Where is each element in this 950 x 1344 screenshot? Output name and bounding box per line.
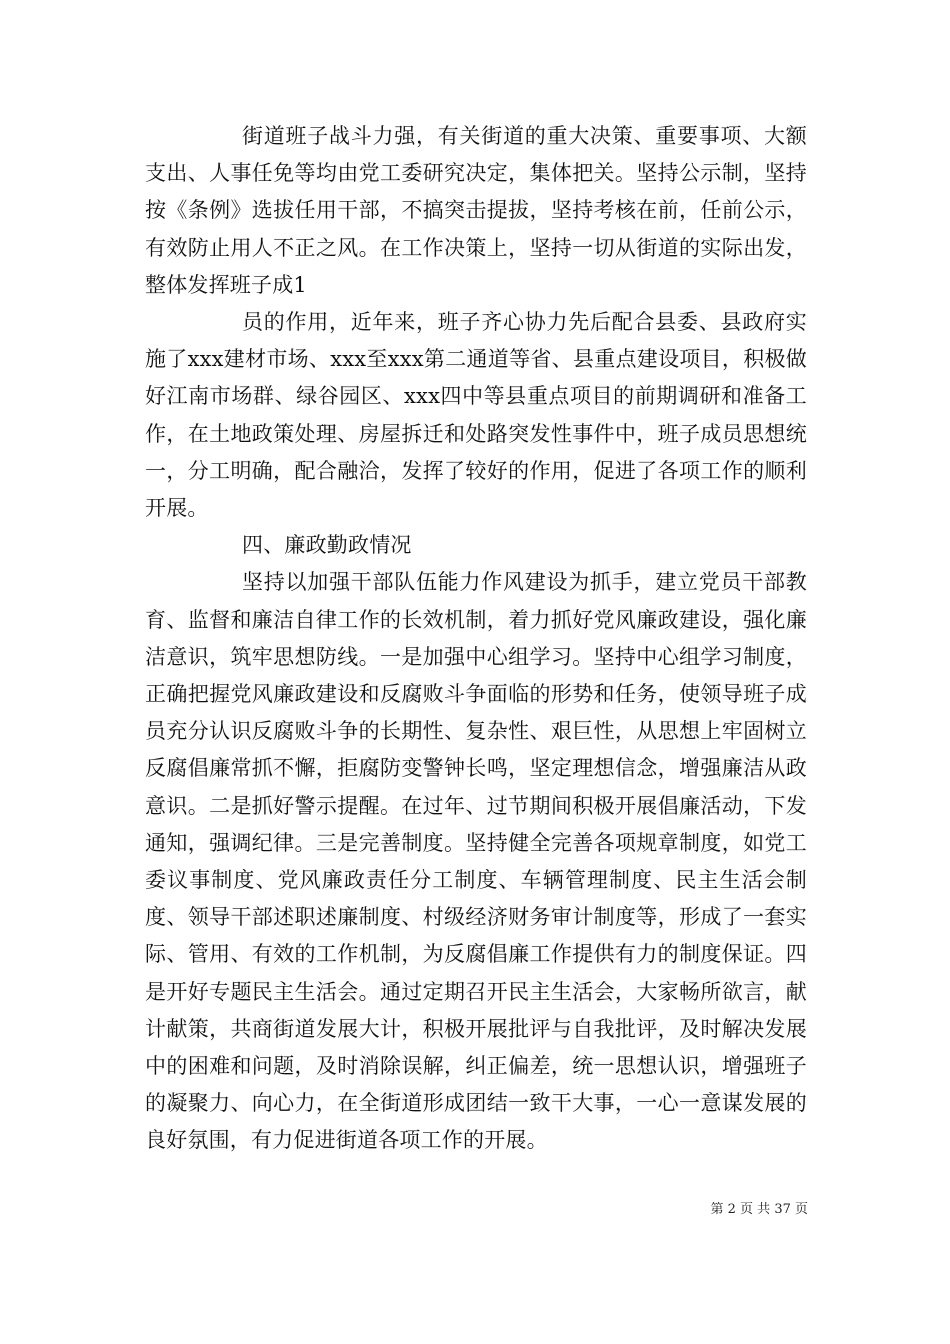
paragraph-integrity-measures: 坚持以加强干部队伍能力作风建设为抓手，建立党员干部教育、监督和廉洁自律工作的长效机制，着力抓好党风廉政建设，强化廉洁意识，筑牢思想防线。一是加强中心组学习。坚持中心组学习制度，正确把握党风廉政建设和反腐败斗争面临的形势和任务，使领导班子成员充分认识反腐败斗争的长期性、复杂性、艰巨性，从思想上牢固树立反腐倡廉常抓不懈，拒腐防变警钟长鸣，坚定理想信念，增强廉洁从政意识。二是抓好警示提醒。在过年、过节期间积极开展倡廉活动，下发通知，强调纪律。三是完善制度。坚持健全完善各项规章制度，如党工委议事制度、党风廉政责任分工制度、车辆管理制度、民主生活会制度、领导干部述职述廉制度、村级经济财务审计制度等，形成了一套实际、管用、有效的工作机制，为反腐倡廉工作提供有力的制度保证。四是开好专题民主生活会。通过定期召开民主生活会，大家畅所欲言，献计献策，共商街道发展大计，积极开展批评与自我批评，及时解决发展中的困难和问题，及时消除误解，纠正偏差，统一思想认识，增强班子的凝聚力、向心力，在全街道形成团结一致干大事，一心一意谋发展的良好氛围，有力促进街道各项工作的开展。	[145, 570, 807, 1153]
document-body	[145, 118, 807, 1160]
section-heading-integrity: 四、廉政勤政情况	[242, 533, 412, 558]
paragraph-team-role: 员的作用，近年来，班子齐心协力先后配合县委、县政府实施了xxx建材市场、xxx至xxx第二通道等省、县重点建设项目，积极做好江南市场群、绿谷园区、xxx四中等县重点项目的前期调研和准备工作，在土地政策处理、房屋拆迁和处路突发性事件中，班子成员思想统一，分工明确，配合融洽，发挥了较好的作用，促进了各项工作的顺利开展。	[145, 310, 807, 521]
paragraph-leadership-strength: 街道班子战斗力强，有关街道的重大决策、重要事项、大额支出、人事任免等均由党工委研究决定，集体把关。坚持公示制，坚持按《条例》选拔任用干部，不搞突击提拔，坚持考核在前，任前公示，有效防止用人不正之风。在工作决策上，坚持一切从街道的实际出发，整体发挥班子成1	[145, 124, 807, 297]
page-number-footer: 第 2 页 共 37 页	[710, 1202, 808, 1217]
